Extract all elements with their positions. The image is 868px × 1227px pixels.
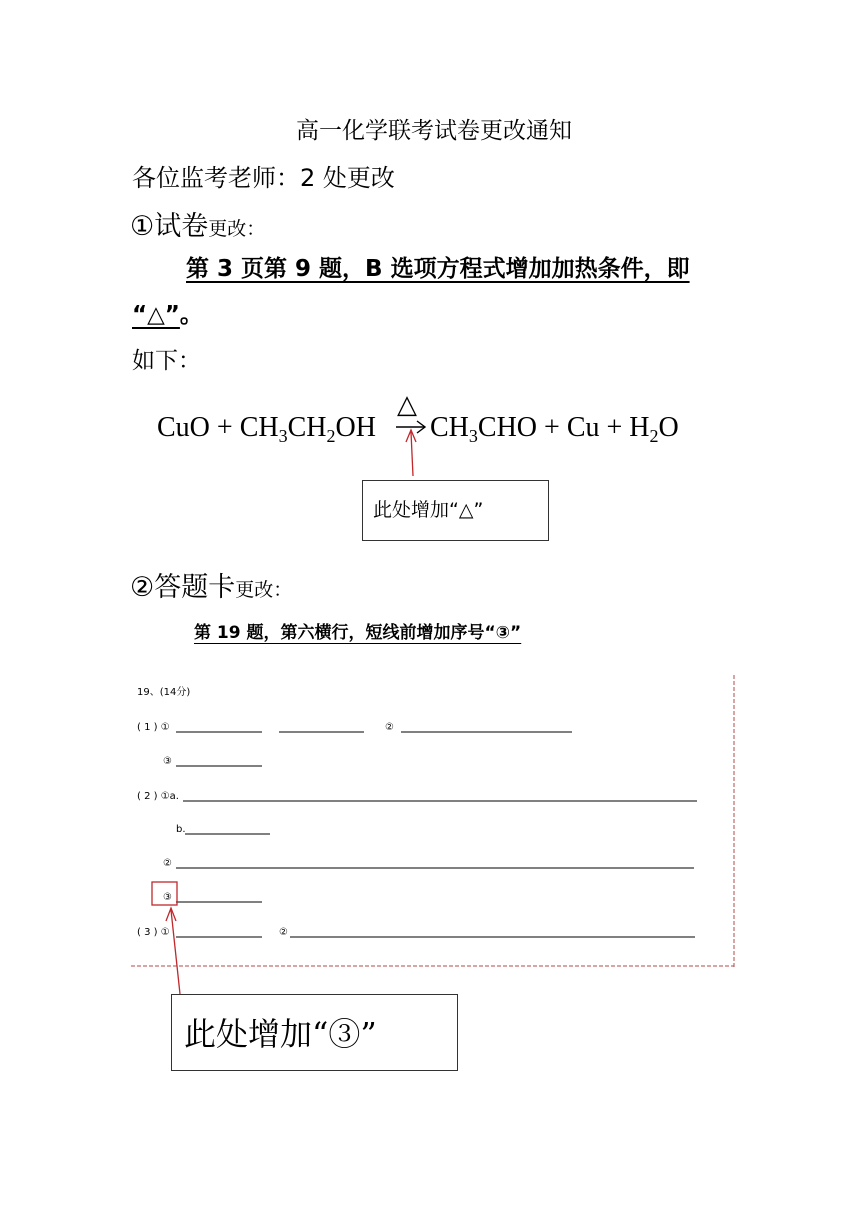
callout-2-text: 此处增加“③” xyxy=(184,1015,377,1053)
heat-condition-triangle: △ xyxy=(397,390,417,419)
row-3-label: ( 2 ) ①a. xyxy=(137,791,179,802)
change-2-line: 第 19 题，第六横行，短线前增加序号“③” xyxy=(194,623,522,643)
equation-left-side: CuO + $CH_3CH_2OH$ xyxy=(157,412,376,446)
as-below-label: 如下： xyxy=(132,348,201,374)
callout-1-text: 此处增加“△” xyxy=(373,499,484,521)
row-4-b: b. xyxy=(176,824,186,835)
chemical-equation xyxy=(0,380,868,480)
row-5-circle-2: ② xyxy=(163,858,172,869)
notice-title: 高一化学联考试卷更改通知 xyxy=(296,118,572,144)
row-7-label: ( 3 ) ① xyxy=(137,927,170,938)
teachers-line: 各位监考老师：2 处更改 xyxy=(132,164,395,192)
section-2-big: ②答题卡 xyxy=(130,572,236,603)
answer-blank-lines xyxy=(176,732,697,937)
callout-1-pointer xyxy=(406,430,416,476)
section-1-small: 更改： xyxy=(208,218,266,240)
equation-right-side: $CH_3CHO + Cu + H_2O$ xyxy=(430,412,679,446)
answer-sheet-excerpt xyxy=(0,665,868,995)
row-2-circle-3: ③ xyxy=(163,756,172,767)
section-2-heading xyxy=(130,565,292,604)
change-1-line-2 xyxy=(132,296,203,329)
row-1-circle-2: ② xyxy=(385,722,394,733)
section-1-heading xyxy=(130,204,265,243)
row-7-circle-2: ② xyxy=(279,927,288,938)
callout-1 xyxy=(362,480,549,541)
sheet-dashed-border xyxy=(131,675,734,967)
row-6-circle-3: ③ xyxy=(163,892,172,903)
section-2-small: 更改： xyxy=(235,579,293,601)
row-1-label: ( 1 ) ① xyxy=(137,722,170,733)
callout-2 xyxy=(171,994,458,1071)
change-1-line-1: 第 3 页第 9 题，B 选项方程式增加加热条件，即 xyxy=(186,256,690,282)
change-1-quoted-triangle: “△” xyxy=(132,302,180,328)
change-1-period: 。 xyxy=(179,302,203,328)
q19-header: 19、(14分) xyxy=(137,687,191,698)
section-1-big: ①试卷 xyxy=(130,211,209,242)
callout-2-pointer xyxy=(166,908,180,994)
